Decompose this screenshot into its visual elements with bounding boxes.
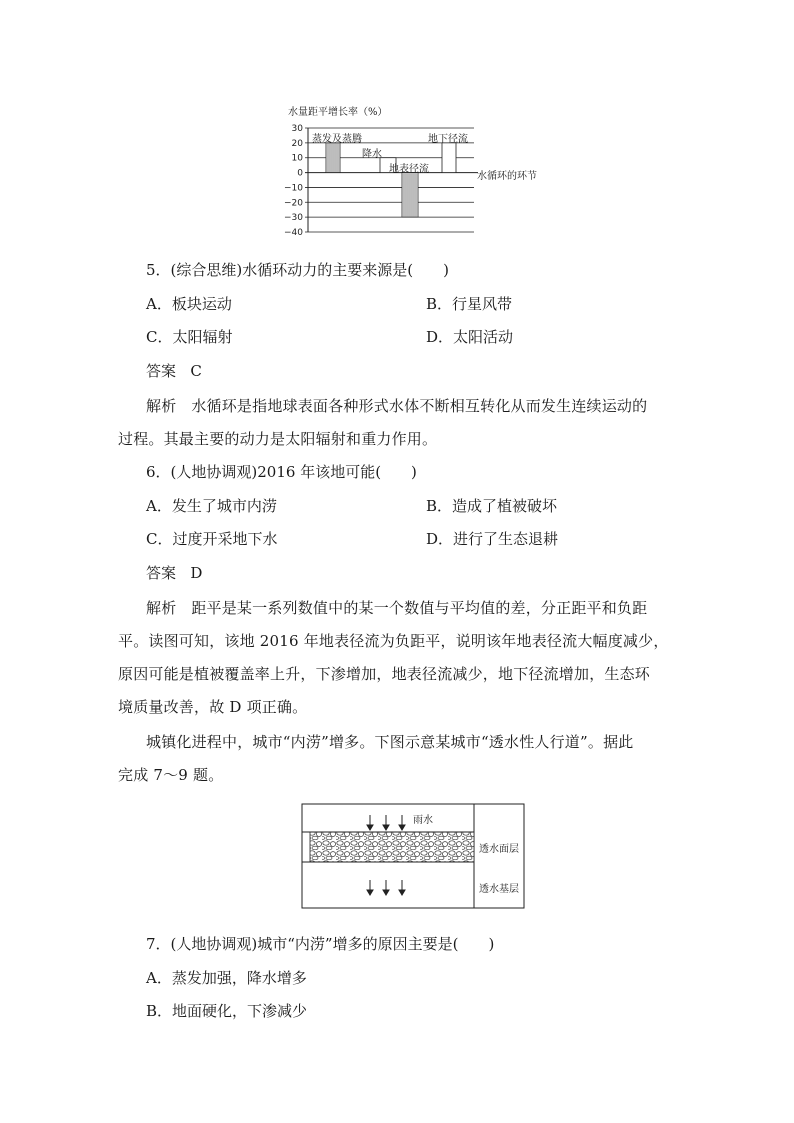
infiltration-arrows [367,880,405,895]
q6-analysis-line3: 原因可能是植被覆盖率上升，下渗增加，地表径流减少，地下径流增加，生态环 [118,665,651,683]
q5-analysis-line2: 过程。其最主要的动力是太阳辐射和重力作用。 [118,430,438,448]
q5-stem: 5．(综合思维)水循环动力的主要来源是( ) [146,261,449,279]
intro-line1: 城镇化进程中，城市“内涝”增多。下图示意某城市“透水性人行道”。据此 [146,733,634,751]
q5-option-d: D．太阳活动 [426,328,514,346]
q6-analysis [146,597,647,618]
analysis-text: 距平是某一系列数值中的某一个数值与平均值的差，分正距平和负距 [191,599,648,617]
analysis-label: 解析 [146,397,177,415]
q5-option-b: B．行星风带 [426,295,513,313]
q7-stem: 7．(人地协调观)城市“内涝”增多的原因主要是( ) [146,935,495,953]
label-precipitation: 降水 [362,149,382,160]
label-base-layer: 透水基层 [479,884,519,895]
q7-option-a: A．蒸发加强，降水增多 [146,969,307,987]
y-tick-label: 0 [297,168,303,179]
answer-value: D [190,564,203,582]
bar-蒸发及蒸腾 [326,143,340,173]
label-groundwater: 地下径流 [428,134,468,145]
y-tick-label: −30 [284,213,303,224]
label-surface-runoff: 地表径流 [389,164,429,175]
q6-option-b: B．造成了植被破坏 [426,497,558,515]
y-tick-label: 20 [291,138,303,149]
label-rain: 雨水 [413,815,433,826]
q6-option-a: A．发生了城市内涝 [146,497,277,515]
q6-analysis-line4: 境质量改善，故 D 项正确。 [118,698,308,716]
bar-地表径流 [402,173,418,218]
bar-地下径流 [442,143,456,173]
permeable-surface-layer [310,832,474,862]
q6-stem: 6．(人地协调观)2016 年该地可能( ) [146,463,417,481]
y-tick-label: −10 [284,183,303,194]
water-cycle-anomaly-chart [0,0,794,250]
q5-option-a: A．板块运动 [146,295,232,313]
rain-arrows [367,815,405,830]
q6-option-c: C．过度开采地下水 [146,530,278,548]
chart1-ylabel: 水量距平增长率（%） [288,107,388,118]
answer-label: 答案 [146,564,177,582]
answer-label: 答案 [146,362,177,380]
analysis-label: 解析 [146,599,177,617]
y-tick-label: 10 [291,153,303,164]
label-water-cycle-stages: 水循环的环节 [477,171,537,182]
q5-answer [146,360,202,381]
q6-analysis-line2: 平。读图可知，该地 2016 年地表径流为负距平，说明该年地表径流大幅度减少， [118,632,669,650]
label-evaporation: 蒸发及蒸腾 [312,134,362,145]
y-tick-label: −20 [284,198,303,209]
q7-option-b: B．地面硬化，下渗减少 [146,1002,308,1020]
analysis-text: 水循环是指地球表面各种形式水体不断相互转化从而发生连续运动的 [191,397,648,415]
answer-value: C [190,362,202,380]
y-tick-label: 30 [291,124,303,134]
y-tick-label: −40 [284,228,303,238]
q6-answer [146,562,202,583]
q5-analysis [146,395,647,416]
q5-option-c: C．太阳辐射 [146,328,233,346]
intro-line2: 完成 7～9 题。 [118,766,224,784]
label-surface-layer: 透水面层 [479,844,519,855]
bar-outline [442,143,456,173]
q6-option-d: D．进行了生态退耕 [426,530,559,548]
